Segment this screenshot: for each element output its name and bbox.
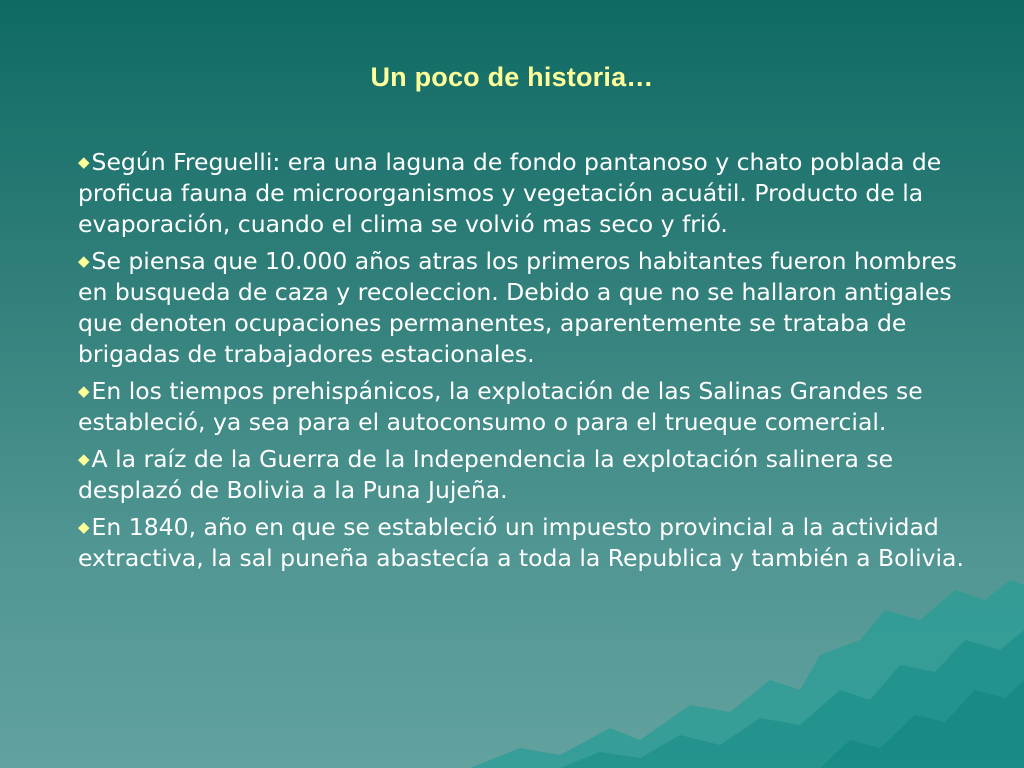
bullet-text: En 1840, año en que se estableció un impuesto provincial a la actividad extractiva, la sal puneña abastecía a toda la Republica y también a Bolivia.	[78, 513, 964, 572]
bullet-item	[78, 444, 983, 506]
bullet-list	[78, 147, 983, 580]
diamond-bullet-icon: ◆	[78, 450, 90, 468]
diamond-bullet-icon: ◆	[78, 252, 90, 270]
bullet-item	[78, 147, 983, 240]
bullet-text: Se piensa que 10.000 años atras los primeros habitantes fueron hombres en busqueda de caza y recoleccion. Debido a que no se hallaron antigales que denoten ocupaciones permanentes, aparentemente se trataba de brigadas de trabajadores estacionales.	[78, 247, 957, 368]
bullet-item	[78, 246, 983, 370]
bullet-text: A la raíz de la Guerra de la Independencia la explotación salinera se desplazó de Bolivia a la Puna Jujeña.	[78, 445, 894, 504]
bullet-item	[78, 376, 983, 438]
bullet-text: Según Freguelli: era una laguna de fondo pantanoso y chato poblada de proficua fauna de microorganismos y vegetación acuátil. Producto de la evaporación, cuando el clima se volvió mas seco y frió.	[78, 148, 942, 238]
diamond-bullet-icon: ◆	[78, 382, 90, 400]
bullet-item	[78, 512, 983, 574]
slide-title: Un poco de historia…	[370, 62, 654, 92]
diamond-bullet-icon: ◆	[78, 153, 90, 171]
bullet-text: En los tiempos prehispánicos, la explotación de las Salinas Grandes se estableció, ya sea para el autoconsumo o para el trueque comercial.	[78, 377, 923, 436]
diamond-bullet-icon: ◆	[78, 518, 90, 536]
